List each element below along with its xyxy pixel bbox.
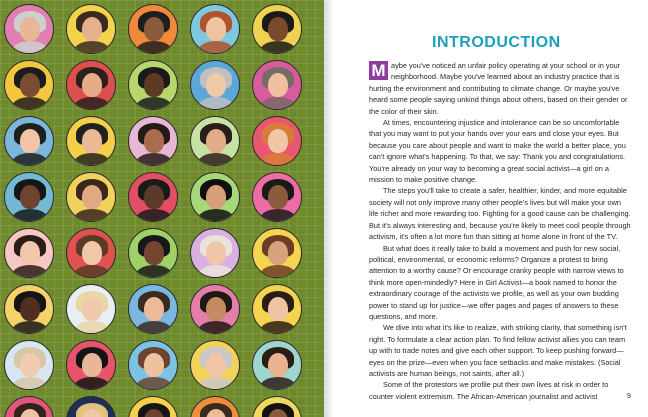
portrait-shoulders [74,41,110,54]
activist-portrait [4,396,54,417]
portrait-shoulders [12,321,48,334]
portrait-shoulders [74,153,110,166]
activist-portrait [4,284,54,334]
activist-portrait [128,4,178,54]
paragraph-3: The steps you'll take to create a safer, healthier, kinder, and more equitable society will not only improve many other people's lives but will make your own life richer and more rewarding too. Fighting for a good cause can be challenging. But it's always interesting and, because you're likely to meet cool people through activism, it's often a lot more fun than sitting at home alone in front of the TV. [369,186,631,242]
activist-portrait [66,60,116,110]
activist-portrait [128,116,178,166]
activist-portrait [4,228,54,278]
page-number: 9 [627,393,631,400]
portrait-face [144,185,164,209]
activist-portrait [66,284,116,334]
activist-portrait [190,4,240,54]
activist-portrait [66,340,116,390]
activist-portrait [190,340,240,390]
portrait-face [206,297,226,321]
portrait-face [268,129,288,153]
paragraph-2: At times, encountering injustice and intolerance can be so uncomfortable that you may want to put your hands over your ears and close your eyes. But because you care about people and want to make the world a better place, you can't ignore what's happening. To that, we say: Thank you and congratulations. You're already on your way to becoming a great social activist—a girl on a mission to make positive change. [369,118,626,185]
portrait-face [206,241,226,265]
portrait-face [20,297,40,321]
portrait-shoulders [136,153,172,166]
portrait-face [82,185,102,209]
activist-portrait [190,116,240,166]
portrait-face [268,241,288,265]
drop-cap: M [369,61,388,80]
portrait-shoulders [136,265,172,278]
portrait-face [20,73,40,97]
portrait-shoulders [260,377,296,390]
activist-portrait [190,396,240,417]
portrait-shoulders [260,209,296,222]
activist-portrait [128,396,178,417]
portrait-face [268,297,288,321]
portrait-shoulders [260,97,296,110]
activist-portrait [128,284,178,334]
activist-portrait [66,396,116,417]
portrait-shoulders [260,265,296,278]
portrait-face [144,241,164,265]
portrait-shoulders [198,41,234,54]
portrait-face [268,353,288,377]
activist-portrait [252,228,302,278]
portrait-face [144,17,164,41]
portrait-face [144,353,164,377]
portrait-shoulders [198,377,234,390]
activist-portrait [190,60,240,110]
activist-portrait [252,4,302,54]
portrait-face [82,129,102,153]
activist-portrait [4,340,54,390]
portrait-shoulders [12,41,48,54]
portrait-face [20,353,40,377]
activist-portrait [190,228,240,278]
portrait-face [144,129,164,153]
activist-portrait [252,396,302,417]
activist-portrait [66,172,116,222]
activist-portrait [4,4,54,54]
paragraph-5: We dive into what it's like to realize, with striking clarity, that something isn't right. To formulate a clear action plan. To find fellow activist allies you can team up with to trade notes and give each other support. To keep pushing forward—eyes on the prize—even when you face setbacks and make mistakes. (Social activists are human beings, not saints, after all.) [369,323,627,378]
portrait-face [268,73,288,97]
portrait-face [20,129,40,153]
activist-portrait [190,284,240,334]
portrait-shoulders [74,97,110,110]
portrait-shoulders [12,377,48,390]
portrait-shoulders [12,209,48,222]
paragraph-6: Some of the protestors we profile put their own lives at risk in order to counter violent extremism. The African-American journalist and activist [369,380,609,401]
portrait-grid [4,4,304,417]
portrait-shoulders [74,209,110,222]
activist-portrait [4,60,54,110]
portrait-face [206,73,226,97]
portrait-face [268,17,288,41]
portrait-shoulders [12,153,48,166]
portrait-face [82,241,102,265]
portrait-shoulders [136,377,172,390]
portrait-shoulders [198,153,234,166]
portrait-face [144,297,164,321]
body-text [369,60,631,402]
portrait-face [268,185,288,209]
activist-portrait [66,116,116,166]
portrait-shoulders [260,41,296,54]
portrait-shoulders [198,97,234,110]
portrait-shoulders [136,41,172,54]
portrait-face [206,353,226,377]
portrait-shoulders [136,209,172,222]
activist-portrait [66,4,116,54]
activist-portrait [252,116,302,166]
activist-portrait [128,60,178,110]
portrait-shoulders [74,265,110,278]
paragraph-1 [369,60,631,117]
portrait-shoulders [198,265,234,278]
page-gutter [324,0,334,417]
activist-portrait [4,172,54,222]
introduction-page [334,0,648,417]
portrait-face [20,241,40,265]
portrait-face [144,73,164,97]
portrait-shoulders [198,209,234,222]
activist-portrait [252,284,302,334]
portrait-face [82,17,102,41]
activist-portrait [252,172,302,222]
activist-portrait [252,60,302,110]
portrait-shoulders [136,97,172,110]
activist-portrait [128,228,178,278]
portrait-face [82,73,102,97]
activist-portrait [66,228,116,278]
activist-portrait [4,116,54,166]
paragraph-1-text: aybe you've noticed an unfair policy operating at your school or in your neighborhood. Maybe you've learned about an industry practice that is hurting the environment and contributing to climate change. Or maybe you've heard some people saying unkind things about others, based on their gender or the color of their skin. [369,61,628,116]
portrait-face [206,185,226,209]
activist-portrait [128,340,178,390]
portrait-shoulders [74,321,110,334]
page-title: INTRODUCTION [432,34,561,51]
portrait-shoulders [136,321,172,334]
portrait-shoulders [12,97,48,110]
activist-portrait [252,340,302,390]
paragraph-4: But what does it really take to build a movement and push for new social, political, environmental, or economic reforms? Organize a protest to bring attention to a worthy cause? Or encourage cranky people with narrow views to think more open-mindedly? Here in Girl Activist—a book named to honor the extraordinary courage of the activists we profile, as well as your own budding power to stand up for justice—we offer pages and pages of answers to these questions, and more. [369,243,624,321]
portrait-face [206,17,226,41]
portrait-shoulders [198,321,234,334]
portrait-face [206,129,226,153]
activist-portrait [190,172,240,222]
portrait-face [20,185,40,209]
portrait-face [82,297,102,321]
portrait-face [82,353,102,377]
activist-portrait [128,172,178,222]
portrait-shoulders [260,321,296,334]
portrait-shoulders [12,265,48,278]
portrait-shoulders [74,377,110,390]
portrait-shoulders [260,153,296,166]
portrait-face [20,17,40,41]
